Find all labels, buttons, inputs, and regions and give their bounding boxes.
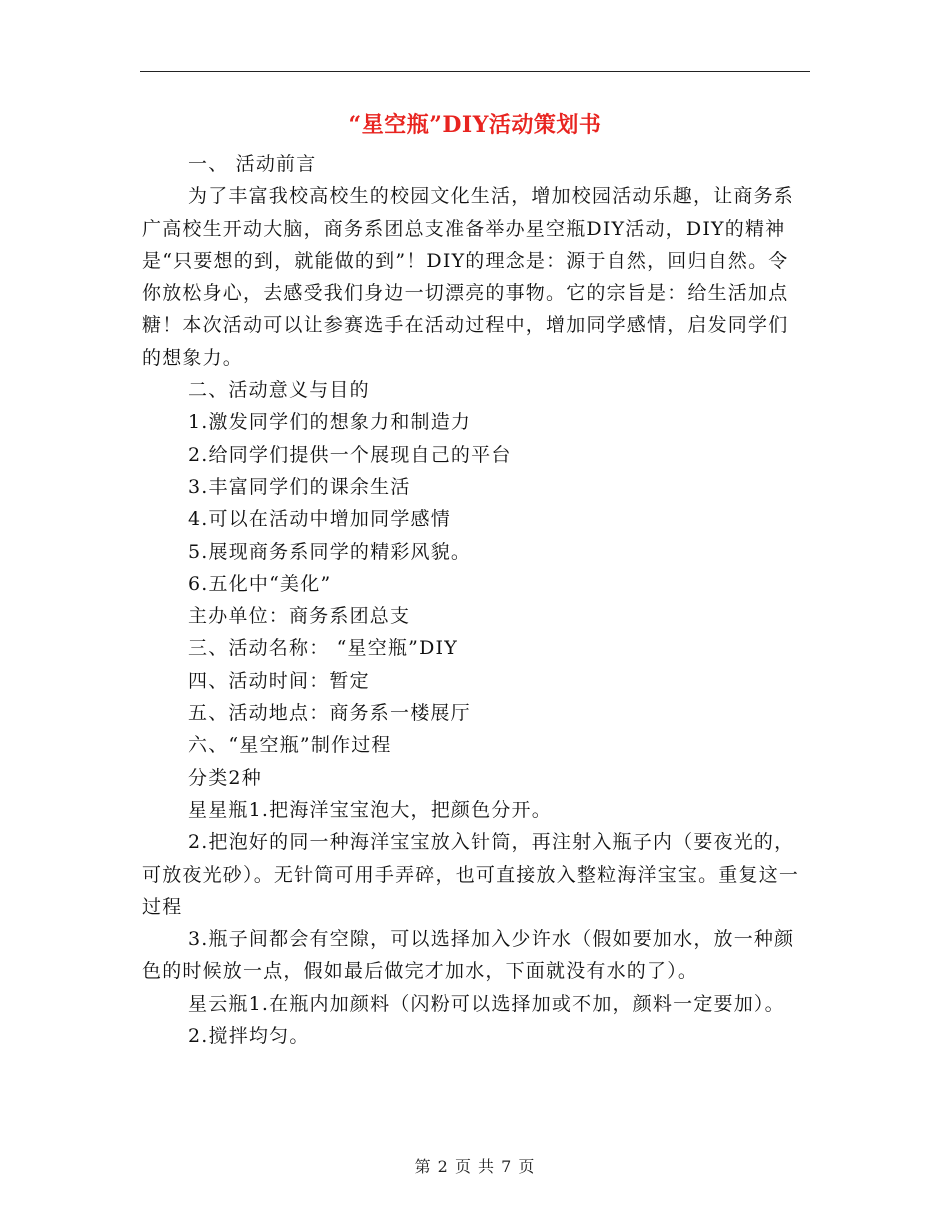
section-heading-time: 四、活动时间：暂定 [188, 669, 370, 692]
step-paragraph: 3.瓶子间都会有空隙，可以选择加入少许水（假如要加水，放一种颜色的时候放一点，假如最后做完才加水，下面就没有水的了）。 [142, 928, 795, 983]
section-heading-purpose: 二、活动意义与目的 [188, 379, 370, 402]
list-item: 3.丰富同学们的课余生活 [188, 475, 411, 498]
list-item: 1.激发同学们的想象力和制造力 [188, 411, 472, 434]
step-paragraph: 2.把泡好的同一种海洋宝宝放入针筒，再注射入瓶子内（要夜光的，可放夜光砂）。无针筒可用手弄碎，也可直接放入整粒海洋宝宝。重复这一过程 [142, 831, 800, 918]
header-rule [140, 71, 810, 72]
step-line: 2.搅拌均匀。 [188, 1025, 310, 1048]
list-item: 2.给同学们提供一个展现自己的平台 [188, 443, 512, 466]
section-heading-location: 五、活动地点：商务系一楼展厅 [188, 702, 471, 725]
section-heading-process: 六、“星空瓶”制作过程 [188, 734, 392, 757]
step-paragraph: 星云瓶1.在瓶内加颜料（闪粉可以选择加或不加，颜料一定要加）。 [188, 992, 785, 1015]
organizer-line: 主办单位：商务系团总支 [188, 605, 411, 628]
page-number: 第 2 页 共 7 页 [414, 1157, 536, 1176]
list-item: 4.可以在活动中增加同学感情 [188, 508, 451, 531]
document-body [142, 148, 808, 1052]
list-item: 5.展现商务系同学的精彩风貌。 [188, 540, 472, 563]
paragraph-preface: 为了丰富我校高校生的校园文化生活，增加校园活动乐趣，让商务系广高校生开动大脑，商务系团总支准备举办星空瓶DIY活动，DIY的精神是“只要想的到，就能做的到”！DIY的理念是：源于自然，回归自然。令你放松身心，去感受我们身边一切漂亮的事物。它的宗旨是：给生活加点糖！本次活动可以让参赛选手在活动过程中，增加同学感情，启发同学们的想象力。 [142, 185, 795, 369]
step-line: 星星瓶1.把海洋宝宝泡大，把颜色分开。 [188, 798, 552, 821]
category-line: 分类2种 [188, 766, 262, 789]
section-heading-name: 三、活动名称： “星空瓶”DIY [188, 637, 458, 660]
document-title: “星空瓶”DIY活动策划书 [348, 112, 602, 138]
list-item: 6.五化中“美化” [188, 572, 332, 595]
section-heading-preface: 一、 活动前言 [188, 153, 317, 175]
